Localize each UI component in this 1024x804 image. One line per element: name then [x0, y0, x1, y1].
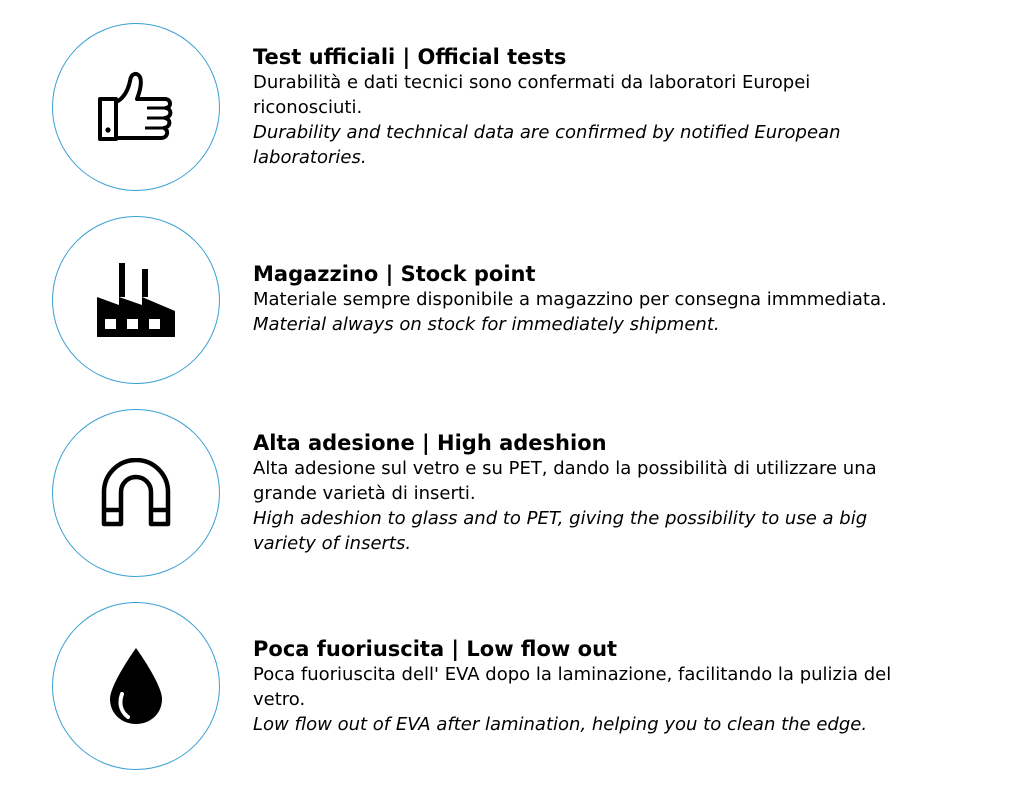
feature-text: [253, 44, 973, 170]
feature-title: Magazzino | Stock point: [253, 262, 536, 286]
description-it-line: Durabilità e dati tecnici sono confermati da laboratori Europei: [253, 72, 811, 93]
description-it-line: grande varietà di inserti.: [253, 483, 476, 504]
feature-text: [253, 261, 973, 337]
description-en-line: Low flow out of EVA after lamination, helping you to clean the edge.: [253, 714, 868, 735]
description-en-line: Material always on stock for immediately shipment.: [253, 314, 720, 335]
description-en-line: variety of inserts.: [253, 533, 412, 554]
factory-icon: [93, 261, 179, 339]
icon-circle: [52, 23, 220, 191]
icon-circle: [52, 409, 220, 577]
magnet-icon: [100, 458, 172, 528]
description-en-line: laboratories.: [253, 147, 367, 168]
description-it-line: Poca fuoriuscita dell' EVA dopo la laminazione, facilitando la pulizia del: [253, 664, 892, 685]
feature-title: Poca fuoriuscita | Low flow out: [253, 637, 618, 661]
feature-text: [253, 636, 973, 737]
description-it-line: riconosciuti.: [253, 97, 363, 118]
drop-icon: [106, 646, 166, 726]
description-it-line: vetro.: [253, 689, 306, 710]
thumbs-up-icon: [95, 69, 177, 145]
description-en-line: High adeshion to glass and to PET, giving the possibility to use a big: [253, 508, 868, 529]
icon-circle: [52, 216, 220, 384]
feature-text: [253, 430, 973, 556]
icon-circle: [52, 602, 220, 770]
feature-title: Alta adesione | High adeshion: [253, 431, 607, 455]
description-en-line: Durability and technical data are confirmed by notified European: [253, 122, 841, 143]
description-it-line: Materiale sempre disponibile a magazzino per consegna immmediata.: [253, 289, 887, 310]
feature-title: Test ufficiali | Official tests: [253, 45, 567, 69]
description-it-line: Alta adesione sul vetro e su PET, dando la possibilità di utilizzare una: [253, 458, 877, 479]
